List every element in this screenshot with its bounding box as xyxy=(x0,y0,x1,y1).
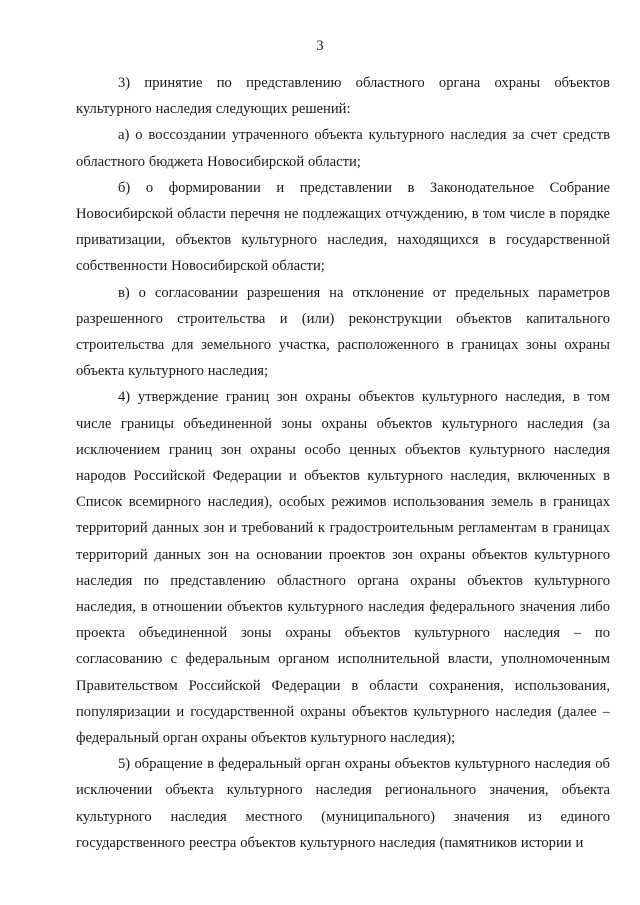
paragraph-subitem-v: в) о согласовании разрешения на отклонение от предельных параметров разрешенного строительства и (или) реконструкции объектов капитального строительства для земельного участка, расположенного в границах зоны охраны объекта культурного наследия; xyxy=(76,284,610,380)
document-body xyxy=(76,70,610,856)
paragraph-item-5: 5) обращение в федеральный орган охраны объектов культурного наследия об исключении объекта культурного наследия регионального значения, объекта культурного наследия местного (муниципального) значения из единого государственного реестра объектов культурного наследия (памятников истории и xyxy=(76,756,610,851)
page-number: 3 xyxy=(316,38,324,54)
paragraph-item-4: 4) утверждение границ зон охраны объектов культурного наследия, в том числе границы объединенной зоны охраны объектов культурного наследия (за исключением границ зон охраны особо ценных объектов культурного наследия народов Российской Федерации и объектов культурного наследия, включенных в Список всемирного наследия), особых режимов использования земель в границах территорий данных зон и требований к градостроительным регламентам в границах территорий данных зон на основании проектов зон охраны объектов культурного наследия по представлению областного органа охраны объектов культурного наследия, в отношении объектов культурного наследия федерального значения либо проекта объединенной зоны охраны объектов культурного наследия – по согласованию с федеральным органом исполнительной власти, уполномоченным Правительством Российской Федерации в области сохранения, использования, популяризации и государственной охраны объектов культурного наследия (далее – федеральный орган охраны объектов культурного наследия); xyxy=(76,389,610,747)
paragraph-item-3: 3) принятие по представлению областного органа охраны объектов культурного наследия следующих решений: xyxy=(76,75,610,118)
paragraph-subitem-b: б) о формировании и представлении в Законодательное Собрание Новосибирской области перечня не подлежащих отчуждению, в том числе в порядке приватизации, объектов культурного наследия, находящихся в государственной собственности Новосибирской области; xyxy=(76,179,610,275)
paragraph-subitem-a: а) о воссоздании утраченного объекта культурного наследия за счет средств областного бюджета Новосибирской области; xyxy=(76,127,610,170)
